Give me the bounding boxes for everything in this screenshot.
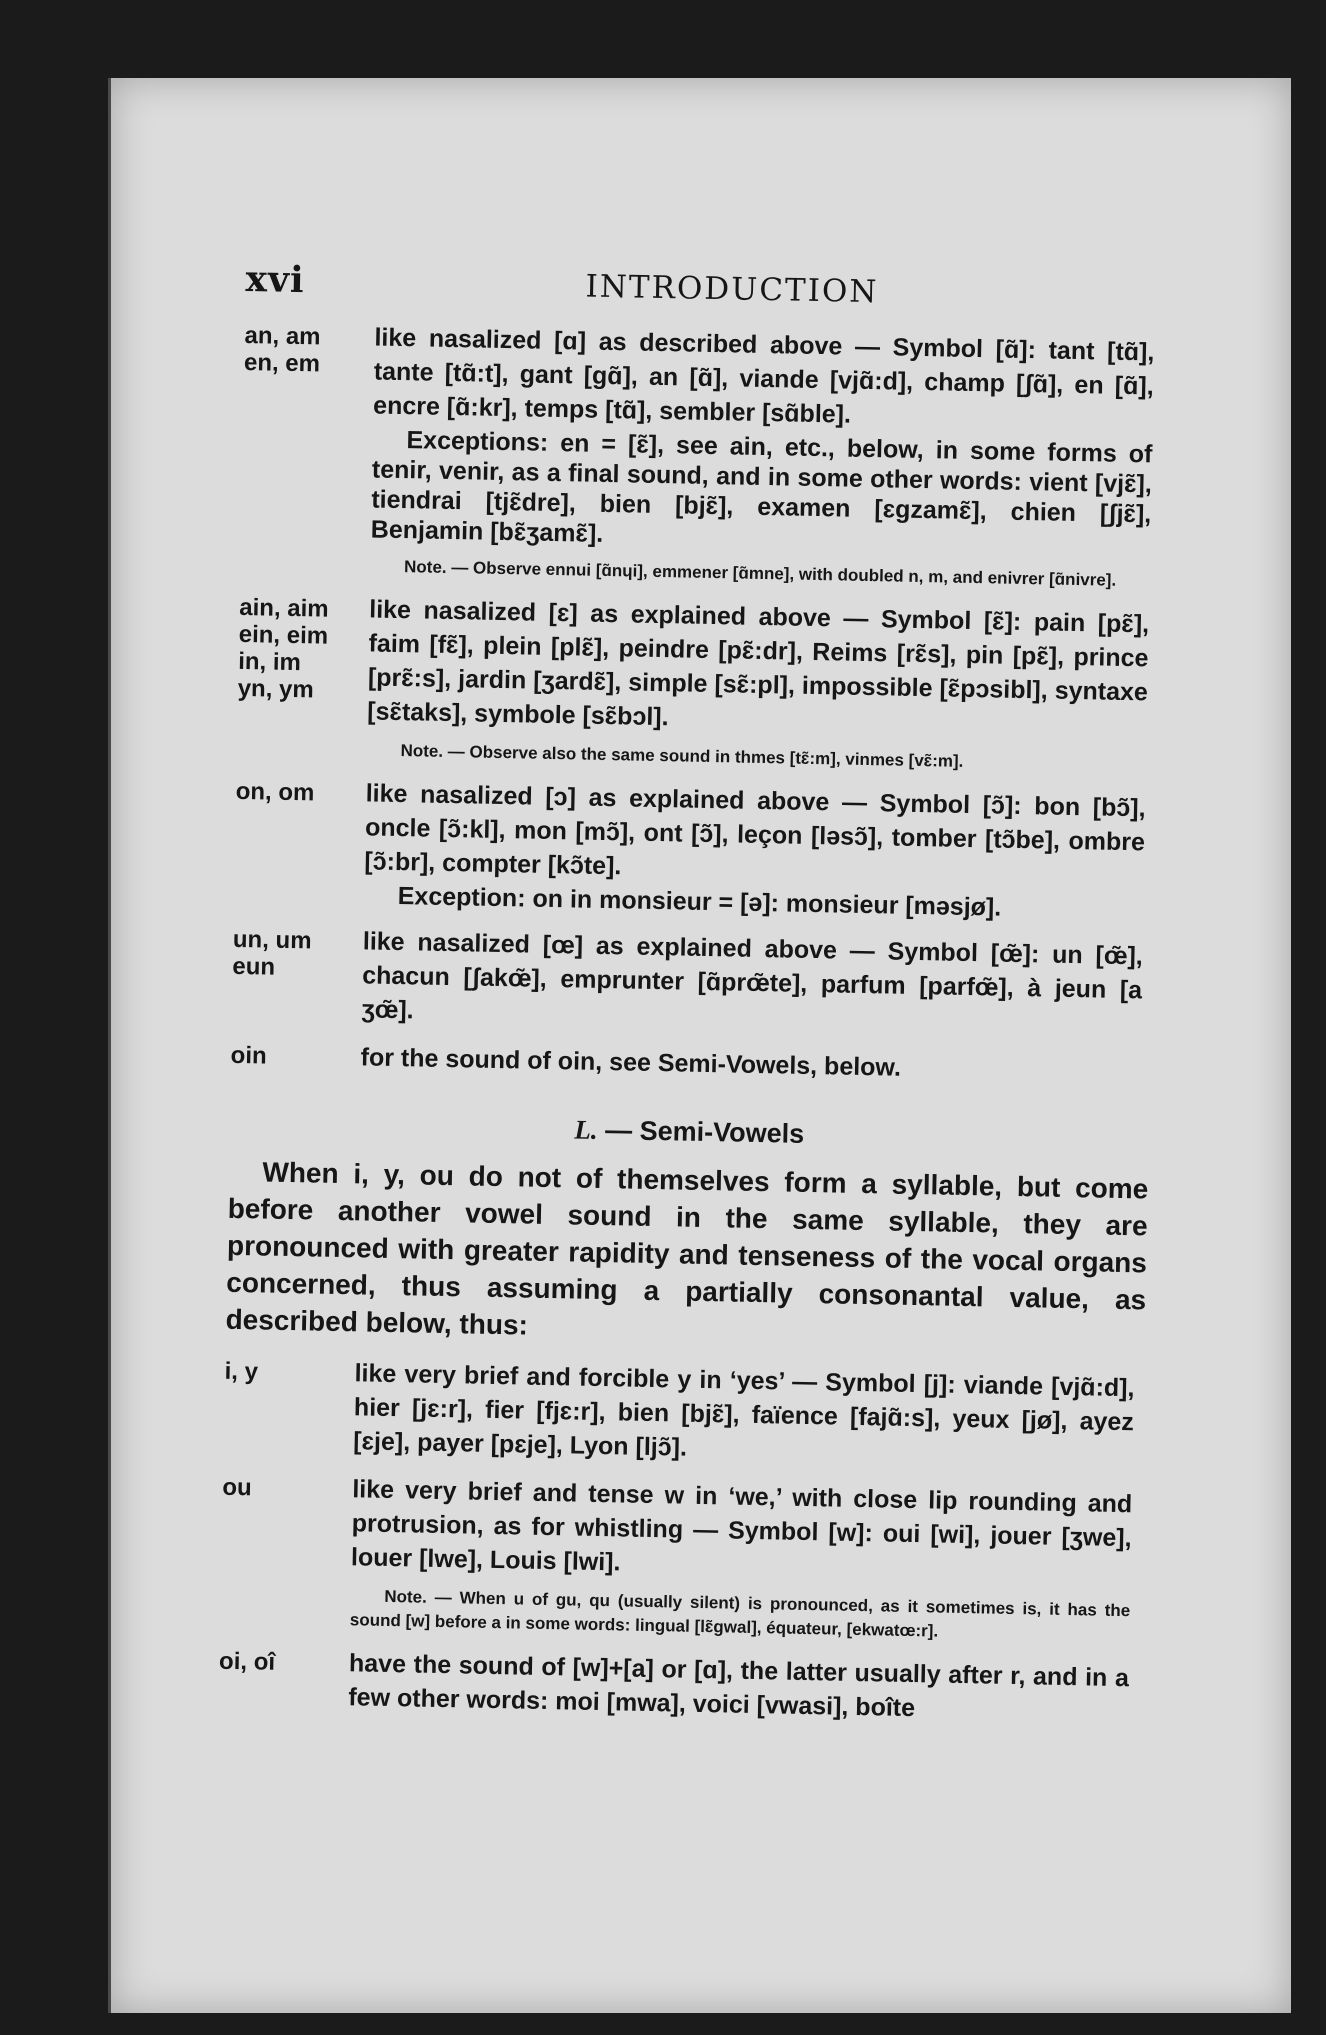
scanned-page bbox=[108, 78, 1291, 2013]
entry-description: like nasalized [ɛ] as explained above — Symbol [ɛ̃]: pain [pɛ̃], faim [fɛ̃], plein [plɛ̃], peindre [pɛ̃:dr], Reims [rɛ̃s], pin [pɛ̃], prince [prɛ̃:s], jardin [ʒardɛ̃], simple [sɛ̃:pl], impossible [ɛ̃pɔsibl], syntaxe [sɛ̃taks], symbole [sɛ̃bɔl]. bbox=[367, 595, 1150, 732]
section-title: — Semi-Vowels bbox=[604, 1115, 805, 1149]
entry-description: have the sound of [w]+[a] or [ɑ], the latter usually after r, and in a few other words: moi [mwa], voici [vwasi], boîte bbox=[348, 1649, 1130, 1723]
entry-description: like very brief and forcible y in ‘yes’ — Symbol [j]: viande [vjɑ̃:d], hier [jɛ:r], fier [fjɛ:r], bien [bjɛ̃], faïence [fajɑ̃:s], yeux [jø], ayez [ɛje], payer [pɛje], Lyon [ljɔ̃]. bbox=[353, 1359, 1135, 1462]
entry-oin bbox=[230, 1038, 1150, 1090]
section-heading bbox=[229, 1108, 1149, 1157]
running-title: INTRODUCTION bbox=[585, 268, 879, 311]
entry-term: oin bbox=[230, 1041, 267, 1070]
entry-exception: Exceptions: en = [ɛ̃], see ain, etc., below, in some forms of tenir, venir, as a final sound, and in some other words: vient [vjɛ̃], tiendrai [tjɛ̃dre], bien [bjɛ̃], examen [ɛgzamɛ̃], chien [ʃjɛ̃], Benjamin [bɛ̃ʒamɛ̃]. bbox=[370, 426, 1153, 548]
entry-description: like nasalized [ɑ] as described above — Symbol [ɑ̃]: tant [tɑ̃], tante [tɑ̃:t], gant [gɑ̃], an [ɑ̃], viande [vjɑ̃:d], champ [ʃɑ̃], en [ɑ̃], encre [ɑ̃:kr], temps [tɑ̃], sembler [sɑ̃ble]. bbox=[372, 323, 1155, 429]
entry-note: Note. — When u of gu, qu (usually silent) is pronounced, as it sometimes is, it has the sound [w] before a in some words: lingual [lɛ̃gwal], équateur, [ekwatœ:r]. bbox=[349, 1586, 1131, 1641]
entry-on-om bbox=[234, 774, 1156, 926]
entry-term: on, om bbox=[235, 777, 315, 807]
section-letter: L. bbox=[574, 1114, 598, 1145]
entry-un-um bbox=[231, 922, 1153, 1042]
entry-exception: Exception: on in monsieur = [ə]: monsieur [məsjø]. bbox=[397, 882, 1002, 922]
entry-term: an, am en, em bbox=[243, 321, 321, 378]
entry-term: ou bbox=[222, 1473, 252, 1502]
entry-note: Note. — Observe also the same sound in thmes [tɛ̃:m], vinmes [vɛ̃:m]. bbox=[400, 741, 964, 771]
page-content bbox=[218, 258, 1166, 1743]
entry-oi bbox=[218, 1644, 1139, 1730]
entry-description: like nasalized [œ] as explained above — Symbol [œ̃]: un [œ̃], chacun [ʃakœ̃], emprunter [ɑ̃prœ̃te], parfum [parfœ̃], à jeun [a ʒœ̃]. bbox=[361, 927, 1144, 1025]
section-intro: When i, y, ou do not of themselves form a syllable, but come before another vowel sound in the same syllable, they are pronounced with greater rapidity and tenseness of the vocal organs concerned, thus assuming a partially consonantal value, as described below, thus: bbox=[225, 1156, 1149, 1341]
entry-ou bbox=[220, 1470, 1143, 1648]
entry-description: like very brief and tense w in ‘we,’ with close lip rounding and protrusion, as for whistling — Symbol [w]: oui [wi], jouer [ʒwe], louer [lwe], Louis [lwi]. bbox=[350, 1475, 1133, 1577]
entry-description: like nasalized [ɔ] as explained above — Symbol [ɔ̃]: bon [bɔ̃], oncle [ɔ̃:kl], mon [mɔ̃], ont [ɔ̃], leçon [ləsɔ̃], tomber [tɔ̃be], ombre [ɔ̃:br], compter [kɔ̃te]. bbox=[364, 779, 1146, 881]
entry-note: Note. — Observe ennui [ɑ̃nɥi], emmener [ɑ̃mne], with doubled n, m, and enivrer [ɑ̃nivre]. bbox=[403, 557, 1117, 590]
entry-i-y bbox=[223, 1354, 1145, 1474]
entry-ain-aim bbox=[236, 590, 1159, 778]
entry-description: for the sound of oin, see Semi-Vowels, below. bbox=[360, 1043, 902, 1082]
entry-term: ain, aim ein, eim in, im yn, ym bbox=[237, 593, 329, 704]
entry-an-am bbox=[240, 318, 1165, 594]
entry-term: i, y bbox=[224, 1357, 259, 1386]
page-number: xvi bbox=[245, 258, 306, 302]
entry-term: oi, oî bbox=[218, 1647, 276, 1676]
entry-term: un, um eun bbox=[232, 925, 312, 981]
